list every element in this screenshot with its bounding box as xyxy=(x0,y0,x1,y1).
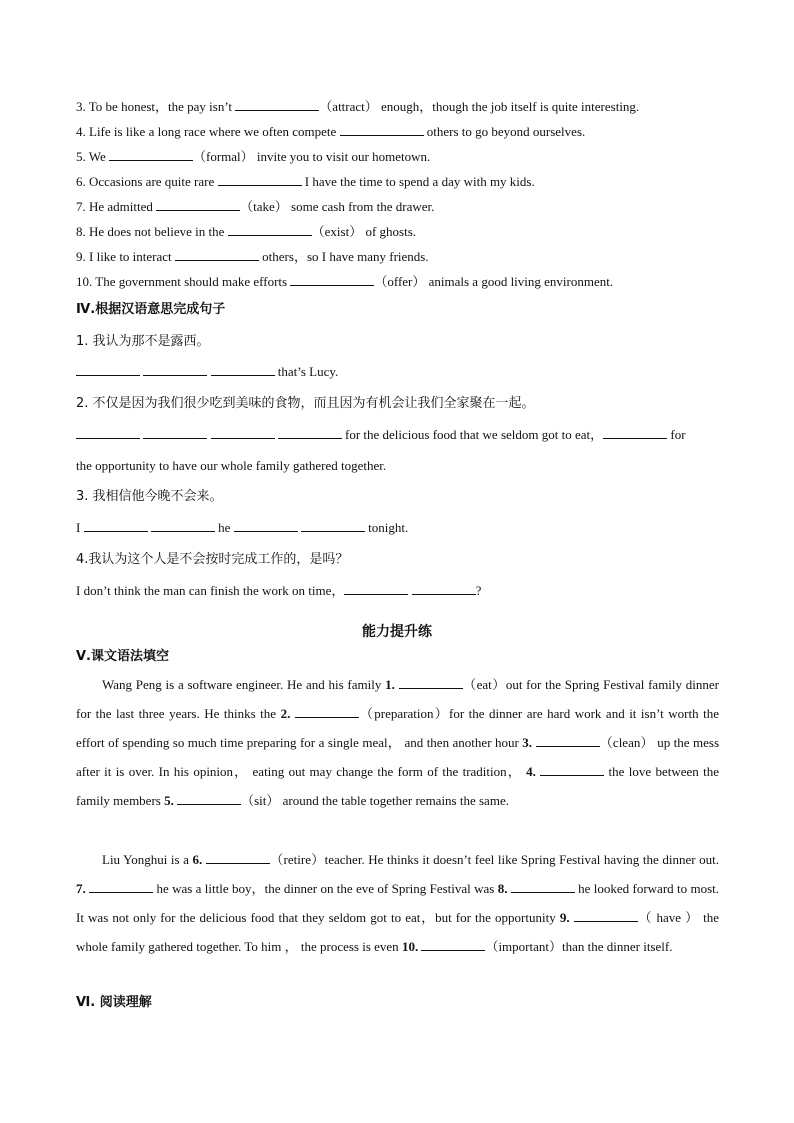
answer-blank[interactable] xyxy=(574,909,638,922)
q4-a: I don’t think the man can finish the work on time， xyxy=(76,583,345,598)
item-text-a: 10. The government should make efforts xyxy=(76,274,291,289)
answer-blank[interactable] xyxy=(156,198,240,211)
paragraph-text: （eat）out for the Spring Festival family dinner for the last three years. He thinks the xyxy=(76,677,719,721)
item-text-a: 8. He does not believe in the xyxy=(76,224,228,239)
q3-chinese: 3. 我相信他今晚不会来。 xyxy=(76,489,223,504)
answer-blank[interactable] xyxy=(340,123,424,136)
blank-number: 8. xyxy=(497,881,508,896)
answer-blank[interactable] xyxy=(278,426,342,439)
answer-blank[interactable] xyxy=(76,363,140,376)
answer-blank[interactable] xyxy=(540,763,604,776)
answer-blank[interactable] xyxy=(84,519,148,532)
blank-number: 4. xyxy=(526,764,536,779)
answer-blank[interactable] xyxy=(290,273,374,286)
blank-number: 5. xyxy=(164,793,174,808)
blank-number: 10. xyxy=(401,939,419,954)
paragraph-text: he looked forward to most. It was not only for the delicious food that they seldom got to eat，but for the opportunity xyxy=(76,881,720,925)
exercise-item-6 xyxy=(76,173,719,191)
q1-english xyxy=(76,363,719,381)
answer-blank[interactable] xyxy=(211,363,275,376)
answer-blank[interactable] xyxy=(412,582,476,595)
answer-blank[interactable] xyxy=(151,519,215,532)
blank-number: 3. xyxy=(522,735,533,750)
q2-chinese: 2. 不仅是因为我们很少吃到美味的食物，而且因为有机会让我们全家聚在一起。 xyxy=(76,396,535,411)
answer-blank[interactable] xyxy=(228,223,312,236)
q3-a: I xyxy=(76,520,84,535)
blank-number: 9. xyxy=(559,910,570,925)
section-6-heading: Ⅵ. 阅读理解 xyxy=(76,995,152,1010)
item-text-b: （formal） invite you to visit our hometown. xyxy=(193,149,431,164)
q2-mid: for the delicious food that we seldom got to eat， xyxy=(341,427,604,442)
section-5-heading: Ⅴ.课文语法填空 xyxy=(76,649,169,664)
answer-blank[interactable] xyxy=(89,880,153,893)
answer-blank[interactable] xyxy=(603,426,667,439)
item-text-b: （take） some cash from the drawer. xyxy=(240,199,435,214)
paragraph-text: （sit） around the table together remains the same. xyxy=(241,793,509,808)
paragraph-text: （ have ） the whole family gathered together. To him ， the process is even xyxy=(76,910,719,954)
paragraph-text: （retire）teacher. He thinks it doesn’t feel like Spring Festival having the dinner out. xyxy=(269,852,720,867)
exercise-item-4 xyxy=(76,123,719,141)
item-text-b: （offer） animals a good living environment. xyxy=(374,274,614,289)
blank-number: 7. xyxy=(76,881,86,896)
answer-blank[interactable] xyxy=(234,519,298,532)
q1-tail: that’s Lucy. xyxy=(274,364,339,379)
answer-blank[interactable] xyxy=(109,148,193,161)
paragraph-text: the love between the family members xyxy=(76,764,719,808)
answer-blank[interactable] xyxy=(206,851,270,864)
answer-blank[interactable] xyxy=(295,705,359,718)
answer-blank[interactable] xyxy=(177,792,241,805)
answer-blank[interactable] xyxy=(143,363,207,376)
answer-blank[interactable] xyxy=(536,734,600,747)
item-text-a: 5. We xyxy=(76,149,110,164)
q2-tail: for xyxy=(667,427,686,442)
q4-english xyxy=(76,582,719,600)
blank-number: 1. xyxy=(385,677,395,692)
exercise-item-3 xyxy=(76,98,719,116)
paragraph-text: （preparation）for the dinner are hard work and it isn’t worth the effort of spending so much time preparing for a single meal， and then another hour xyxy=(76,706,719,750)
answer-blank[interactable] xyxy=(143,426,207,439)
item-text-a: 3. To be honest，the pay isn’t xyxy=(76,99,236,114)
q3-b: he xyxy=(214,520,234,535)
answer-blank[interactable] xyxy=(211,426,275,439)
q4-tail: ? xyxy=(475,583,482,598)
paragraph-text: Liu Yonghui is a xyxy=(102,852,193,867)
paragraph-text: （important）than the dinner itself. xyxy=(485,939,673,954)
q4-chinese: 4.我认为这个人是不会按时完成工作的，是吗？ xyxy=(76,552,349,567)
exercise-item-5 xyxy=(76,148,719,166)
q1-chinese: 1. 我认为那不是露西。 xyxy=(76,334,210,349)
blank-number: 6. xyxy=(192,852,203,867)
item-text-a: 4. Life is like a long race where we often compete xyxy=(76,124,340,139)
answer-blank[interactable] xyxy=(235,98,319,111)
answer-blank[interactable] xyxy=(399,676,463,689)
section-4-heading: Ⅳ.根据汉语意思完成句子 xyxy=(76,302,226,317)
q3-english xyxy=(76,519,719,537)
paragraph-text: Wang Peng is a software engineer. He and his family xyxy=(102,677,386,692)
item-text-b: （attract） enough，though the job itself is quite interesting. xyxy=(319,99,640,114)
answer-blank[interactable] xyxy=(344,582,408,595)
exercise-item-10 xyxy=(76,273,719,291)
item-text-b: others to go beyond ourselves. xyxy=(423,124,586,139)
answer-blank[interactable] xyxy=(511,880,575,893)
answer-blank[interactable] xyxy=(175,248,259,261)
item-text-a: 7. He admitted xyxy=(76,199,157,214)
item-text-b: others，so I have many friends. xyxy=(258,249,429,264)
exercise-item-7 xyxy=(76,198,719,216)
answer-blank[interactable] xyxy=(301,519,365,532)
exercise-item-9 xyxy=(76,248,719,266)
cloze-paragraph-1 xyxy=(76,670,719,815)
blank-number: 2. xyxy=(280,706,291,721)
item-text-b: （exist） of ghosts. xyxy=(311,224,417,239)
answer-blank[interactable] xyxy=(218,173,302,186)
item-text-a: 6. Occasions are quite rare xyxy=(76,174,218,189)
q2-english xyxy=(76,426,719,444)
cloze-paragraph-2 xyxy=(76,845,719,961)
q3-tail: tonight. xyxy=(364,520,409,535)
section-title: 能力提升练 xyxy=(362,624,432,640)
exercise-item-8 xyxy=(76,223,719,241)
answer-blank[interactable] xyxy=(76,426,140,439)
paragraph-text: （clean） up the mess after it is over. In his opinion， eating out may change the form of the tradition， xyxy=(76,735,720,779)
item-text-b: I have the time to spend a day with my kids. xyxy=(301,174,535,189)
item-text-a: 9. I like to interact xyxy=(76,249,175,264)
q2-english-line2: the opportunity to have our whole family gathered together. xyxy=(76,458,387,473)
paragraph-text: he was a little boy，the dinner on the eve of Spring Festival was xyxy=(153,881,498,896)
answer-blank[interactable] xyxy=(421,938,485,951)
